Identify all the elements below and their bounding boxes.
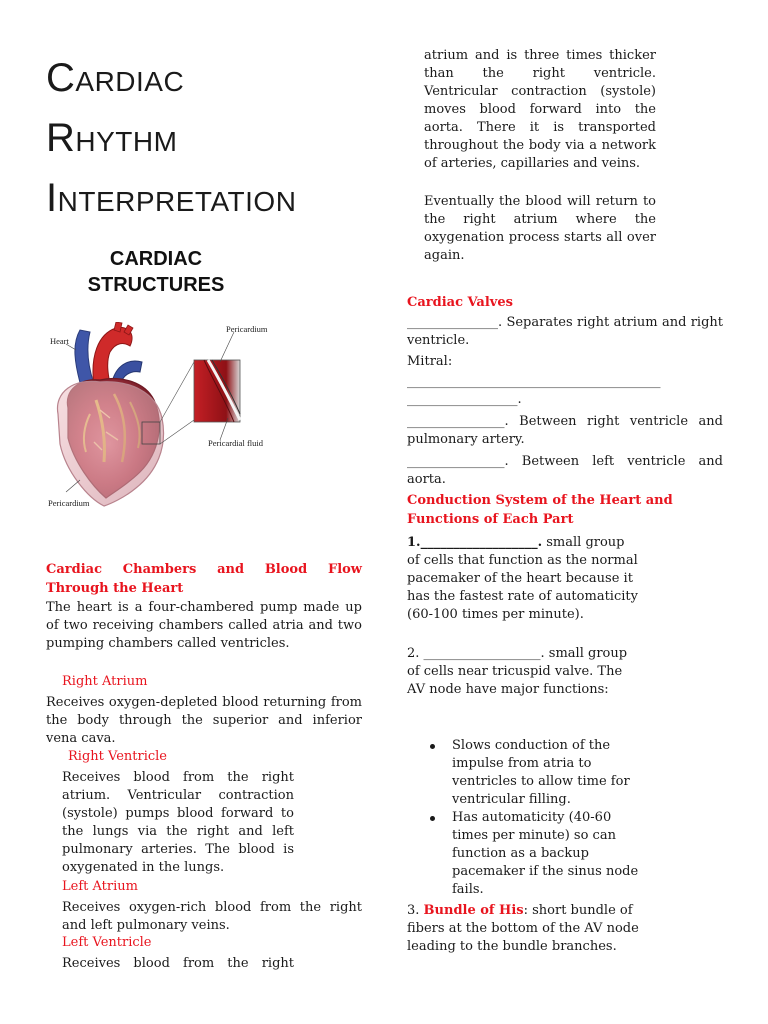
title-line-1 [46, 50, 376, 110]
title-cap-1: C [46, 56, 76, 100]
chambers-heading-line-1: Cardiac Chambers and Blood Flow [46, 562, 362, 577]
document-title [46, 50, 376, 230]
title-rest-3: NTERPRETATION [57, 186, 297, 217]
left-atrium-label: Left Atrium [62, 879, 138, 894]
title-cap-2: R [46, 116, 76, 160]
bullet-dot-icon [430, 744, 435, 749]
av-node-function-item [452, 809, 642, 899]
av-node-function-text: Slows conduction of the impulse from atria to ventricles to allow time for ventricular filling. [452, 738, 630, 807]
item-3-number: 3. [407, 903, 424, 918]
left-ventricle-text: Receives blood from the right [62, 956, 294, 971]
item-2-text: . small group of cells near tricuspid valve. The AV node have major functions: [407, 646, 628, 697]
valve-3-item [407, 413, 723, 449]
conduction-item-1 [407, 534, 639, 624]
item-2-number: 2. [407, 646, 424, 661]
structures-heading-line-2: STRUCTURES [87, 274, 225, 296]
conduction-item-2 [407, 645, 639, 699]
right-atrium-label: Right Atrium [62, 674, 148, 689]
figure-label-heart: Heart [50, 336, 69, 346]
item-1-dot: . [537, 535, 543, 550]
figure-label-pericardium-bottom: Pericardium [48, 498, 90, 508]
heart-illustration [44, 322, 276, 512]
valve-3-blank: _______________ [407, 414, 505, 429]
right-ventricle-text: Receives blood from the right atrium. Ventricular contraction (systole) pumps blood forward to the lungs via the right and left pulmonary arteries. The blood is oxygenated in the lungs. [62, 770, 294, 875]
item-3-text: : short bundle of fibers at the bottom of the AV node leading to the bundle branches. [407, 903, 639, 954]
bullet-dot-icon [430, 816, 435, 821]
title-rest-2: HYTHM [75, 126, 178, 157]
mitral-blank-line-2: _________________. [407, 392, 522, 407]
mitral-label: Mitral: [407, 354, 453, 369]
item-2-blank: __________________ [423, 646, 541, 661]
title-cap-3: I [46, 176, 58, 220]
title-line-2 [46, 110, 376, 170]
valve-1-blank: ______________ [407, 315, 498, 330]
structures-heading [56, 246, 256, 298]
valves-heading: Cardiac Valves [407, 295, 513, 310]
valve-1-text: . Separates right atrium and right ventricle. [407, 315, 723, 348]
conduction-item-3 [407, 902, 639, 956]
chambers-intro-paragraph: The heart is a four-chambered pump made up of two receiving chambers called atria and two pumping chambers called ventricles. [46, 600, 362, 651]
structures-heading-line-1: CARDIAC [109, 248, 203, 270]
conduction-heading-line-1: Conduction System of the Heart and [407, 493, 673, 508]
chambers-heading-line-2: Through the Heart [46, 581, 184, 596]
valve-4-blank: _______________ [407, 454, 505, 469]
left-ventricle-label: Left Ventricle [62, 935, 152, 950]
mitral-blank-line-1: _______________________________________ [407, 374, 661, 389]
left-ventricle-continuation: atrium and is three times thicker than the right ventricle. Ventricular contraction (systole) moves blood forward into the aorta. There it is transported throughout the body via a network of arteries, capillaries and veins. [424, 48, 656, 171]
conduction-heading-line-2: Functions of Each Part [407, 512, 574, 527]
right-atrium-text: Receives oxygen-depleted blood returning from the body through the superior and inferior vena cava. [46, 695, 362, 746]
figure-label-pericardium-top: Pericardium [226, 324, 268, 334]
item-1-number: 1. [407, 535, 421, 550]
item-3-term: Bundle of His [423, 903, 524, 918]
av-node-function-item [452, 737, 642, 809]
blood-return-paragraph: Eventually the blood will return to the right atrium where the oxygenation process starts all over again. [424, 194, 656, 263]
valve-3-text: . Between right ventricle and pulmonary artery. [407, 414, 723, 447]
left-atrium-text: Receives oxygen-rich blood from the right and left pulmonary veins. [62, 900, 362, 933]
valve-4-text: . Between left ventricle and aorta. [407, 454, 723, 487]
av-node-function-text: Has automaticity (40-60 times per minute) so can function as a backup pacemaker if the sinus node fails. [452, 810, 639, 897]
title-line-3 [46, 170, 376, 230]
right-ventricle-label: Right Ventricle [68, 749, 167, 764]
heart-figure [44, 322, 276, 512]
valve-4-item [407, 453, 723, 489]
figure-label-pericardial-fluid: Pericardial fluid [208, 438, 263, 448]
valve-1-item [407, 314, 723, 350]
title-rest-1: ARDIAC [75, 66, 185, 97]
item-1-blank: __________________ [420, 535, 538, 550]
av-node-function-list [452, 737, 642, 899]
item-1-text: small group of cells that function as the normal pacemaker of the heart because it has the fastest rate of automaticity (60-100 times per minute). [407, 535, 638, 622]
